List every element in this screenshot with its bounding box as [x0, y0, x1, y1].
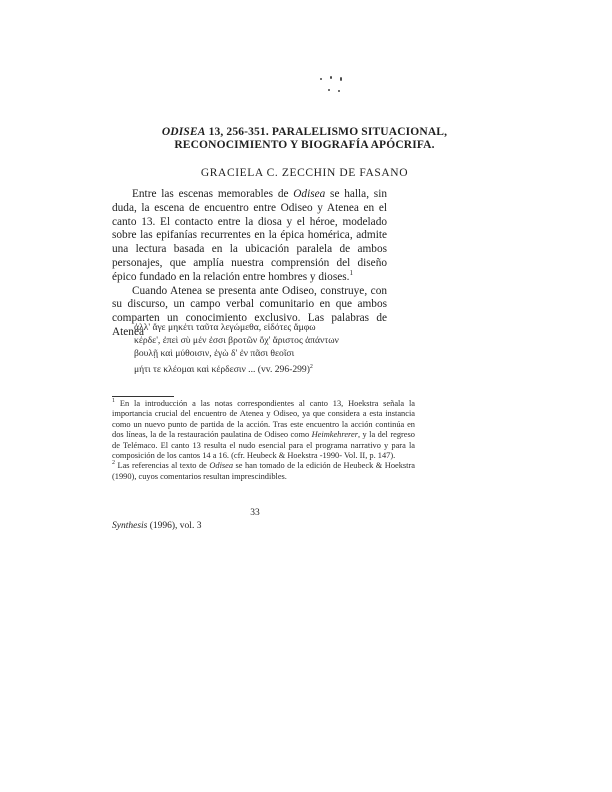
- journal-name: Synthesis: [112, 521, 148, 531]
- journal-citation: [112, 521, 201, 531]
- footnote-1: [112, 399, 415, 461]
- title-line-1: [112, 126, 497, 139]
- footnote-2: [112, 461, 415, 482]
- paragraph-1-work-title: Odisea: [293, 188, 326, 200]
- footnote-2-rest: se han tomado de la edición de Heubeck & Hoekstra (1990), cuyos comentarios resultan imprescindibles.: [112, 461, 415, 481]
- footnote-1-start: En la introducción a las notas correspondientes al canto 13, Hoekstra señala la importancia crucial del encuentro de Atenea y Odiseo, ya que considera a esta instancia como un nuevo punto de partida de la acción. Tras este encuentro la acción continúa en dos líneas, la de la restauración paulatina de Odiseo como: [112, 399, 415, 440]
- greek-line-3: βουλῇ καὶ μύθοισιν, ἐγὼ δ' ἐν πᾶσι θεοῖσι: [134, 348, 295, 360]
- greek-line-4-text: μήτι τε κλέομαι καὶ κέρδεσιν ... (vv. 296-299): [134, 363, 310, 375]
- page-number: 33: [250, 508, 260, 518]
- scan-speck-marks: [318, 76, 348, 96]
- footnote-ref-2: 2: [309, 363, 313, 370]
- paragraph-1-start: Entre las escenas memorables de: [132, 188, 294, 200]
- paragraph-2: Cuando Atenea se presenta ante Odiseo, construye, con su discurso, un campo verbal comunitario en que ambos comparten un conocimiento exclusivo. Las palabras de Atenea: [112, 284, 387, 338]
- footnotes: [112, 399, 415, 482]
- author-name: GRACIELA C. ZECCHIN DE FASANO: [200, 167, 409, 179]
- journal-volume: (1996), vol. 3: [147, 521, 202, 531]
- body-text: [112, 188, 387, 340]
- footnote-2-start: Las referencias al texto de: [115, 461, 210, 471]
- greek-line-4: [134, 361, 424, 376]
- paragraph-1: [112, 188, 387, 285]
- footnote-divider: [112, 396, 174, 397]
- footnote-1-rest: , y la del regreso de Telémaco. El canto 13 resulta el nudo esencial para el programa narrativo y para la composición de los cantos 14 a 16. (cfr. Heubeck & Hoekstra -1990- Vol. II, p. 147).: [112, 430, 415, 461]
- footnote-1-term: Heimkehrerer: [311, 430, 358, 440]
- greek-quotation: [134, 321, 424, 376]
- footnote-2-work-title: Odisea: [209, 461, 234, 471]
- paragraph-1-rest: se halla, sin duda, la escena de encuentro entre Odiseo y Atenea en el canto 13. El contacto entre la diosa y el héroe, modelado sobre las epifanías recurrentes en la épica homérica, admite una lectura basada en la ubicación paralela de ambos personajes, que amplía nuestra comprensión del diseño épico fundado en la relación entre hombres y dioses.: [112, 188, 387, 283]
- footnote-2-mark: 2: [112, 460, 115, 467]
- title-line-2: RECONOCIMIENTO Y BIOGRAFÍA APÓCRIFA.: [174, 139, 435, 151]
- article-title: [112, 126, 497, 152]
- greek-line-2: κέρδε', ἐπεὶ σὺ μέν ἐσσι βροτῶν ὄχ' ἄριστος ἁπάντων: [134, 335, 339, 347]
- title-line-1-rest: 13, 256-351. PARALELISMO SITUACIONAL,: [205, 126, 448, 138]
- greek-line-1: ἀλλ' ἄγε μηκέτι ταῦτα λεγώμεθα, εἰδότες ἄμφω: [134, 322, 316, 333]
- footnote-1-mark: 1: [112, 398, 115, 405]
- title-work-name: ODISEA: [161, 126, 206, 138]
- footnote-ref-1: 1: [349, 269, 353, 278]
